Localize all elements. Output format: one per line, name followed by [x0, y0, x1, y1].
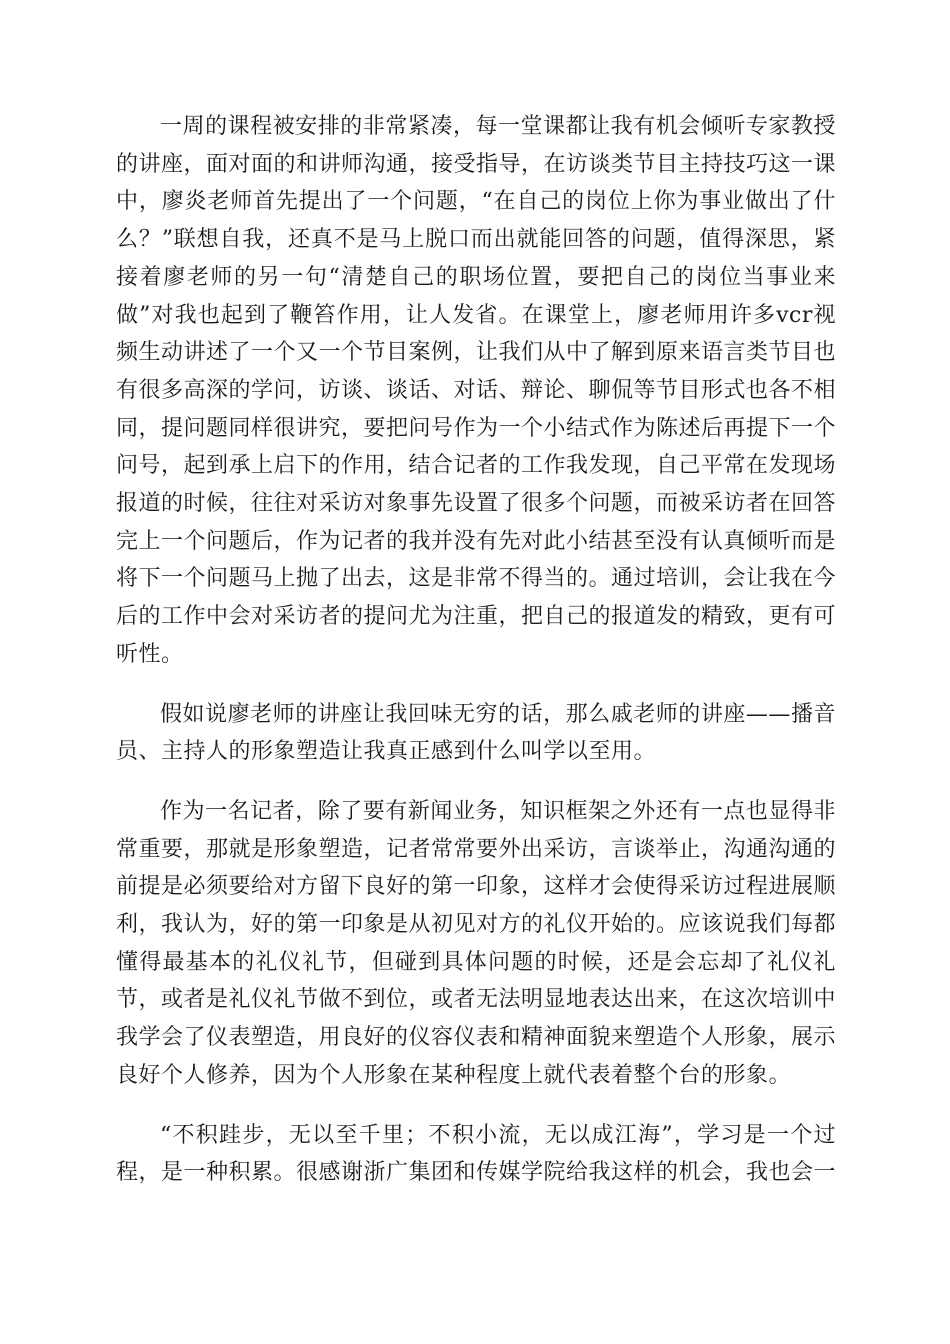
paragraph-2: 假如说廖老师的讲座让我回味无穷的话，那么戚老师的讲座——播音员、主持人的形象塑造让我真正感到什么叫学以至用。 [116, 701, 836, 765]
paragraph-1: 一周的课程被安排的非常紧凑，每一堂课都让我有机会倾听专家教授的讲座，面对面的和讲师沟通，接受指导，在访谈类节目主持技巧这一课中，廖炎老师首先提出了一个问题，“在自己的岗位上你为事业做出了什么？”联想自我，还真不是马上脱口而出就能回答的问题，值得深思，紧接着廖老师的另一句“清楚自己的职场位置，要把自己的岗位当事业来做”对我也起到了鞭笞作用，让人发省。在课堂上，廖老师用许多vcr视频生动讲述了一个又一个节目案例，让我们从中了解到原来语言类节目也有很多高深的学问，访谈、谈话、对话、辩论、聊侃等节目形式也各不相同，提问题同样很讲究，要把问号作为一个小结式作为陈述后再提下一个问号，起到承上启下的作用，结合记者的工作我发现，自己平常在发现场报道的时候，往往对采访对象事先设置了很多个问题，而被采访者在回答完上一个问题后，作为记者的我并没有先对此小结甚至没有认真倾听而是将下一个问题马上抛了出去，这是非常不得当的。通过培训，会让我在今后的工作中会对采访者的提问尤为注重，把自己的报道发的精致，更有可听性。 [116, 114, 837, 667]
paragraph-3: 作为一名记者，除了要有新闻业务，知识框架之外还有一点也显得非常重要，那就是形象塑造，记者常常要外出采访，言谈举止，沟通沟通的前提是必须要给对方留下良好的第一印象，这样才会使得采访过程进展顺利，我认为，好的第一印象是从初见对方的礼仪开始的。应该说我们每都懂得最基本的礼仪礼节，但碰到具体问题的时候，还是会忘却了礼仪礼节，或者是礼仪礼节做不到位，或者无法明显地表达出来，在这次培训中我学会了仪表塑造，用良好的仪容仪表和精神面貌来塑造个人形象，展示良好个人修养，因为个人形象在某种程度上就代表着整个台的形象。 [116, 798, 837, 1088]
paragraph-4: “不积跬步，无以至千里；不积小流，无以成江海”，学习是一个过程，是一种积累。很感谢浙广集团和传媒学院给我这样的机会，我也会一 [116, 1122, 837, 1186]
document-body [116, 108, 836, 1214]
